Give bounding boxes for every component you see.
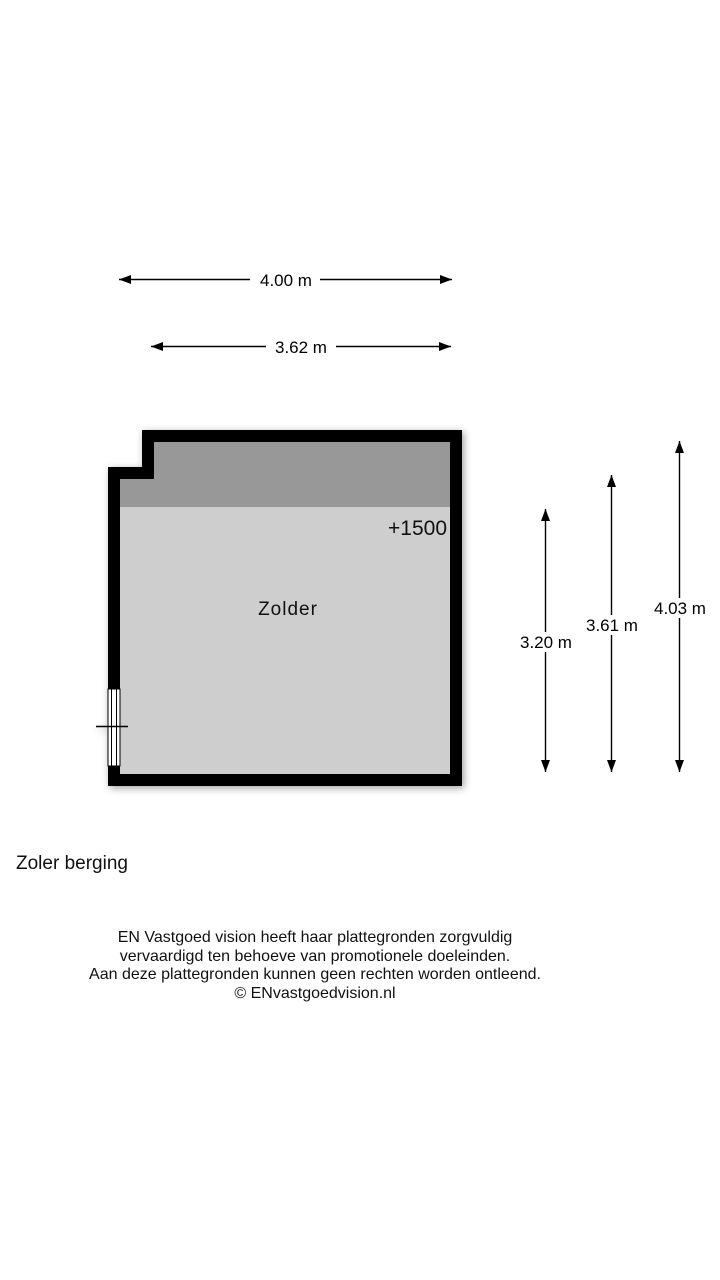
dimension-label-right-short: 3.20 m <box>520 633 572 652</box>
dimension-right-middle <box>583 475 641 772</box>
dimension-label-top-outer: 4.00 m <box>260 271 312 290</box>
dimension-right-tall <box>651 441 709 772</box>
disclaimer-line: vervaardigd ten behoeve van promotionele doeleinden. <box>119 947 511 965</box>
window-frame <box>108 689 120 766</box>
disclaimer-line: EN Vastgoed vision heeft haar plattegronden zorgvuldig <box>117 929 513 946</box>
dimension-label-right-tall: 4.03 m <box>654 599 706 618</box>
dimension-label-top-inner: 3.62 m <box>275 338 327 357</box>
dimension-top-inner <box>151 336 451 357</box>
level-height-label: +1500 <box>388 517 447 540</box>
dimension-label-right-middle: 3.61 m <box>586 616 638 635</box>
room-low-ceiling-zone <box>120 442 450 507</box>
plan-title: Zoler berging <box>16 853 128 874</box>
room-name-label: Zolder <box>258 599 318 620</box>
disclaimer-line: © ENvastgoedvision.nl <box>234 984 396 1002</box>
dimension-top-outer <box>119 269 452 290</box>
disclaimer-line: Aan deze plattegronden kunnen geen rechten worden ontleend. <box>89 966 541 984</box>
dimension-right-short <box>517 509 575 772</box>
disclaimer-block <box>60 929 570 1003</box>
